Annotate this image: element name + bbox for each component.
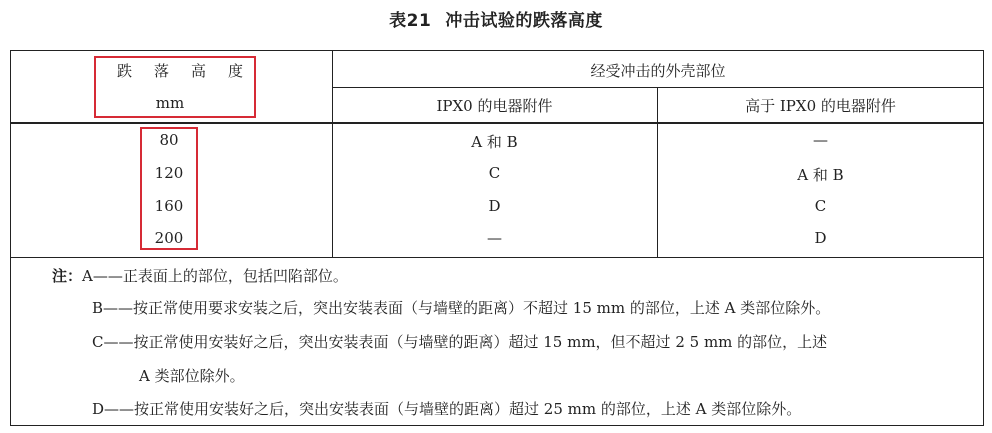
note-c-line2: A 类部位除外。 xyxy=(139,367,245,385)
height-value: 200 xyxy=(154,229,184,247)
table-title-text: 冲击试验的跌落高度 xyxy=(445,11,603,31)
ipx0-value: D xyxy=(488,197,501,215)
above-ipx0-value: C xyxy=(814,197,827,215)
above-ipx0-value: D xyxy=(814,229,827,247)
fall-height-header: 跌落高度 xyxy=(117,62,266,80)
height-value: 160 xyxy=(154,197,184,215)
unit-header: mm xyxy=(155,94,185,112)
note-d: D——按正常使用安装好之后，突出安装表面（与墙壁的距离）超过 25 mm 的部位，上述 A 类部位除外。 xyxy=(92,400,802,418)
height-value: 120 xyxy=(154,164,184,182)
table-number: 表21 xyxy=(389,11,432,31)
above-ipx0-value: A 和 B xyxy=(797,166,844,184)
header-bottom-line xyxy=(10,122,984,124)
above-ipx0-column-header: 高于 IPX0 的电器附件 xyxy=(745,97,896,115)
ipx0-value: C xyxy=(488,164,501,182)
header-highlight-box xyxy=(94,56,256,118)
height-value: 80 xyxy=(159,131,179,149)
above-ipx0-value: — xyxy=(813,131,828,149)
heights-highlight-box xyxy=(140,127,198,250)
notes-section xyxy=(52,265,348,286)
note-b: B——按正常使用要求安装之后，突出安装表面（与墙壁的距离）不超过 15 mm 的部位，上述 A 类部位除外。 xyxy=(92,299,831,317)
table-title xyxy=(0,6,992,31)
ipx0-value: A 和 B xyxy=(471,133,518,151)
ipx0-column-header: IPX0 的电器附件 xyxy=(436,97,553,115)
header-divider-line xyxy=(332,87,984,88)
col-divider-1 xyxy=(332,50,333,257)
notes-label: 注： xyxy=(52,267,83,285)
note-c-line1: C——按正常使用安装好之后，突出安装表面（与墙壁的距离）超过 15 mm，但不超过 2 5 mm 的部位，上述 xyxy=(92,333,828,351)
notes-top-line xyxy=(10,257,984,258)
ipx0-value: — xyxy=(487,229,502,247)
parts-header: 经受冲击的外壳部位 xyxy=(590,62,726,80)
note-a: A——正表面上的部位，包括凹陷部位。 xyxy=(82,267,348,285)
